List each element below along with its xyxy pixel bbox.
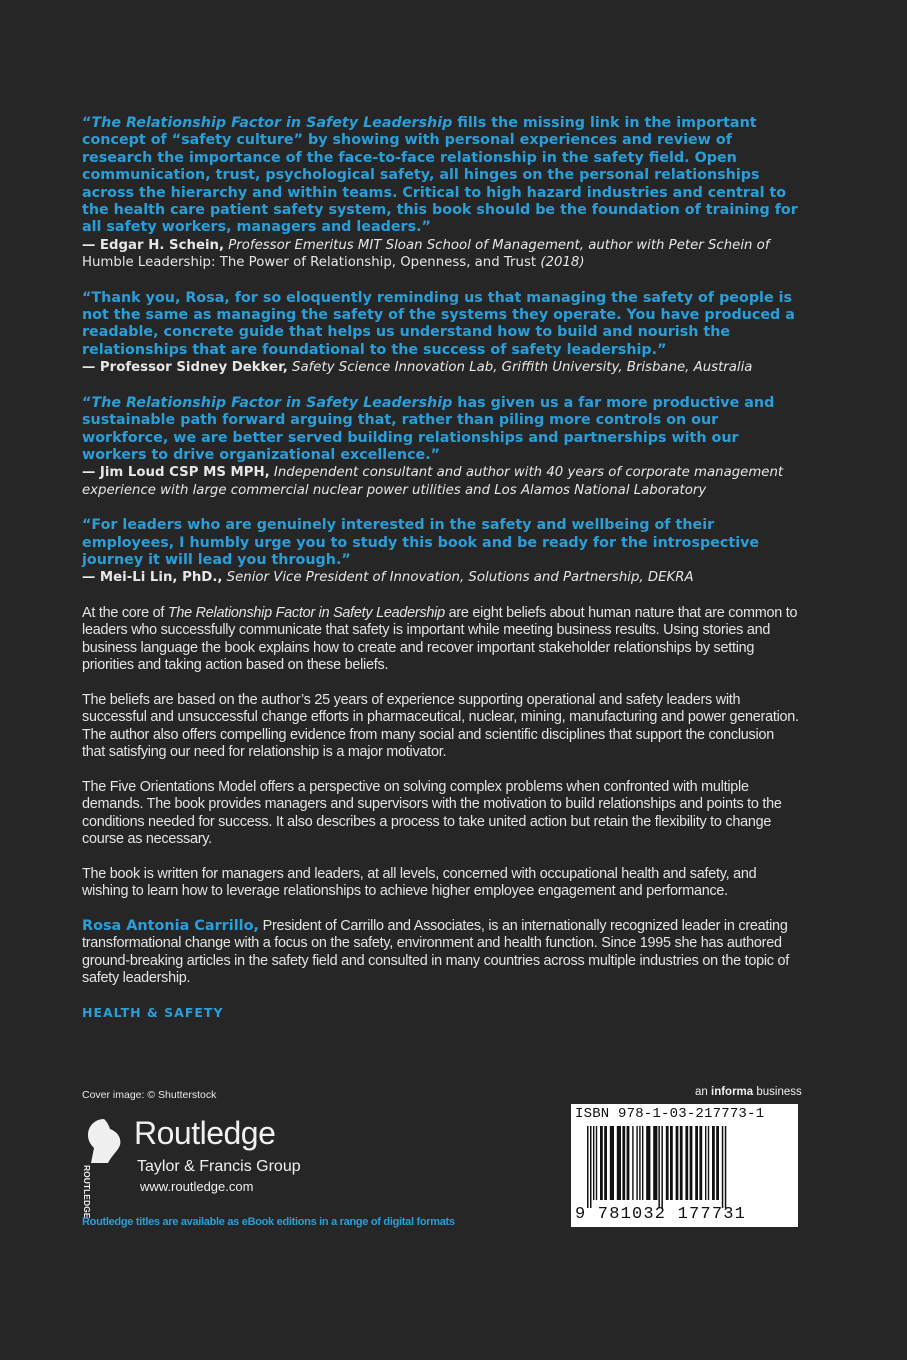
endorser-name: — Professor Sidney Dekker,	[82, 360, 288, 376]
ebook-note: Routledge titles are available as eBook editions in a range of digital formats	[82, 1216, 455, 1228]
endorsement-dekker	[82, 290, 800, 377]
author-name: Rosa Antonia Carrillo,	[82, 917, 259, 934]
isbn-barcode	[571, 1104, 798, 1227]
barcode-bar	[699, 1126, 702, 1200]
author-bio: Rosa Antonia Carrillo, President of Carrillo and Associates, is an internationally recognized leader in creating transformational change with a focus on the safety, environment and health function. Since 1995 she has authored ground-breaking articles in the safety field and consulted in many countries across multiple industries on the topic of safety leadership.	[82, 917, 789, 987]
barcode-digits: 9 781032 177731	[575, 1205, 747, 1224]
barcode-bar	[627, 1126, 630, 1200]
endorsement-schein: “The Relationship Factor in Safety Leadership fills the missing link in the important concept of “safety culture” by showing with personal experiences and review of research the importance of the face-to-face relationship in the safety field. Open communication, trust, psychological safety, all hinges on the personal relationships across the hierarchy and within teams. Critical to high hazard industries and central to the health care patient safety system, this book should be the foundation of training for all safety workers, managers and leaders.” — Edgar H. Schein, Professor Emeritus MIT Sloan School of Management, author with Peter Schein of Humble Leadership: The Power of Relationship, Openness, and Trust (2018)	[82, 115, 798, 271]
barcode-bar	[604, 1126, 607, 1200]
barcode-bar	[593, 1126, 594, 1200]
endorser-role: Safety Science Innovation Lab, Griffith University, Brisbane, Australia	[287, 360, 753, 376]
barcode-bar	[695, 1126, 698, 1200]
barcode-bar	[636, 1126, 637, 1200]
description-paragraph-4: The book is written for managers and leaders, at all levels, concerned with occupational health and safety, and wishing to learn how to leverage relationships to achieve higher employee engagement and performance.	[82, 865, 757, 900]
svg-text:ROUTLEDGE: ROUTLEDGE	[82, 1165, 92, 1219]
barcode-bar	[622, 1126, 625, 1200]
barcode-bar	[708, 1126, 709, 1200]
description-paragraph-3: The Five Orientations Model offers a perspective on solving complex problems when confronted with multiple demands. The book provides managers and supervisors with the motivation to build relationships and points to the conditions needed for success. It also describes a process to take united action but retain the flexibility to change course as necessary.	[82, 778, 782, 848]
barcode-bar	[658, 1126, 660, 1208]
barcode-bar	[716, 1126, 719, 1200]
barcode-bar	[642, 1126, 643, 1200]
publisher-logo	[82, 1112, 342, 1219]
description-paragraph-1: At the core of The Relationship Factor in Safety Leadership are eight beliefs about human nature that are common to leaders who successfully communicate that safety is important while meeting business results. Using stories and business language the book explains how to create and recover important stakeholder relationships by setting priorities and taking action based on these beliefs.	[82, 604, 798, 674]
endorser-role: Senior Vice President of Innovation, Solutions and Partnership, DEKRA	[222, 570, 694, 586]
barcode-bar	[610, 1126, 614, 1200]
barcode-bar	[661, 1126, 663, 1208]
endorser-name: — Edgar H. Schein,	[82, 237, 225, 253]
barcode-bar	[705, 1126, 706, 1200]
quote-text: “Thank you, Rosa, for so eloquently reminding us that managing the safety of people is not the same as managing the safety of the systems they operate. You have produced a readable, concrete guide that helps us understand how to build and nourish the relationships that are foundational to the success of safety leadership.”	[82, 289, 795, 358]
barcode-bar	[653, 1126, 657, 1200]
endorser-name: — Mei-Li Lin, PhD.,	[82, 570, 223, 586]
barcode-bar	[632, 1126, 633, 1200]
barcode-bar	[685, 1126, 688, 1200]
barcode-bar	[690, 1126, 693, 1200]
book-title: The Relationship Factor in Safety Leadership	[167, 604, 445, 621]
barcode-bar	[712, 1126, 715, 1200]
endorsement-lin	[82, 517, 800, 587]
barcode-bar	[600, 1126, 603, 1200]
publisher-group: Taylor & Francis Group	[137, 1158, 301, 1175]
barcode-bar	[596, 1126, 597, 1200]
barcode-bar	[680, 1126, 683, 1200]
informa-business-label: an informa business	[695, 1086, 802, 1098]
cover-image-credit: Cover image: © Shutterstock	[82, 1089, 217, 1101]
barcode-bar	[725, 1126, 727, 1208]
publisher-url: www.routledge.com	[140, 1179, 254, 1194]
barcode-bar	[590, 1126, 592, 1208]
quote-text: has given us a far more productive and sustainable path forward arguing that, rather than piling more controls on our workforce, we are better served building relationships and partnerships with our workers to drive organizational excellence.”	[82, 394, 775, 463]
publisher-name: Routledge	[134, 1115, 276, 1151]
endorser-year: (2018)	[536, 255, 585, 271]
barcode-bar	[617, 1126, 621, 1200]
barcode-bar	[722, 1126, 724, 1208]
quote-text: fills the missing link in the important concept of “safety culture” by showing with personal experiences and review of research the importance of the face-to-face relationship in the safety field. Open communication, trust, psychological safety, all hinges on the personal relationships across the hierarchy and within teams. Critical to high hazard industries and central to the health care patient safety system, this book should be the foundation of training for all safety workers, managers and leaders.”	[82, 115, 798, 236]
description-paragraph-2: The beliefs are based on the author’s 25 years of experience supporting operational and safety leaders with successful and unsuccessful change efforts in pharmaceutical, nuclear, mining, manufacturing and power generation. The author also offers compelling evidence from many social and scientific disciplines that support the conclusion that satisfying our need for relationship is a major motivator.	[82, 691, 799, 761]
endorser-role: Professor Emeritus MIT Sloan School of Management, author with Peter Schein of	[224, 237, 770, 253]
category-label: HEALTH & SAFETY	[82, 1004, 224, 1020]
book-title: The Relationship Factor in Safety Leadership	[91, 115, 453, 131]
barcode-bars	[575, 1126, 794, 1208]
barcode-bar	[670, 1126, 673, 1200]
routledge-mark-icon	[82, 1117, 126, 1219]
endorser-book: Humble Leadership: The Power of Relationship, Openness, and Trust	[82, 255, 537, 271]
endorsement-loud: “The Relationship Factor in Safety Leadership has given us a far more productive and sustainable path forward arguing that, rather than piling more controls on our workforce, we are better served building relationships and partnerships with our workers to drive organizational excellence.” — Jim Loud CSP MS MPH, Independent consultant and author with 40 years of corporate management experience with large commercial nuclear power utilities and Los Alamos National Laboratory	[82, 394, 784, 498]
barcode-bar	[676, 1126, 679, 1200]
barcode-bar	[666, 1126, 669, 1200]
barcode-bar	[646, 1126, 650, 1200]
isbn-label: ISBN 978-1-03-217773-1	[575, 1106, 765, 1122]
quote-text: “For leaders who are genuinely interested in the safety and wellbeing of their employees, I humbly urge you to study this book and be ready for the introspective journey it will lead you through.”	[82, 517, 760, 568]
barcode-bar	[587, 1126, 589, 1208]
barcode-bar	[639, 1126, 640, 1200]
endorser-role: Independent consultant and author with 40 years of corporate management experience with large commercial nuclear power utilities and Los Alamos National Laboratory	[82, 465, 784, 498]
back-cover-content	[82, 115, 800, 1020]
book-title: The Relationship Factor in Safety Leadership	[91, 394, 453, 411]
endorser-name: — Jim Loud CSP MS MPH,	[82, 465, 270, 481]
